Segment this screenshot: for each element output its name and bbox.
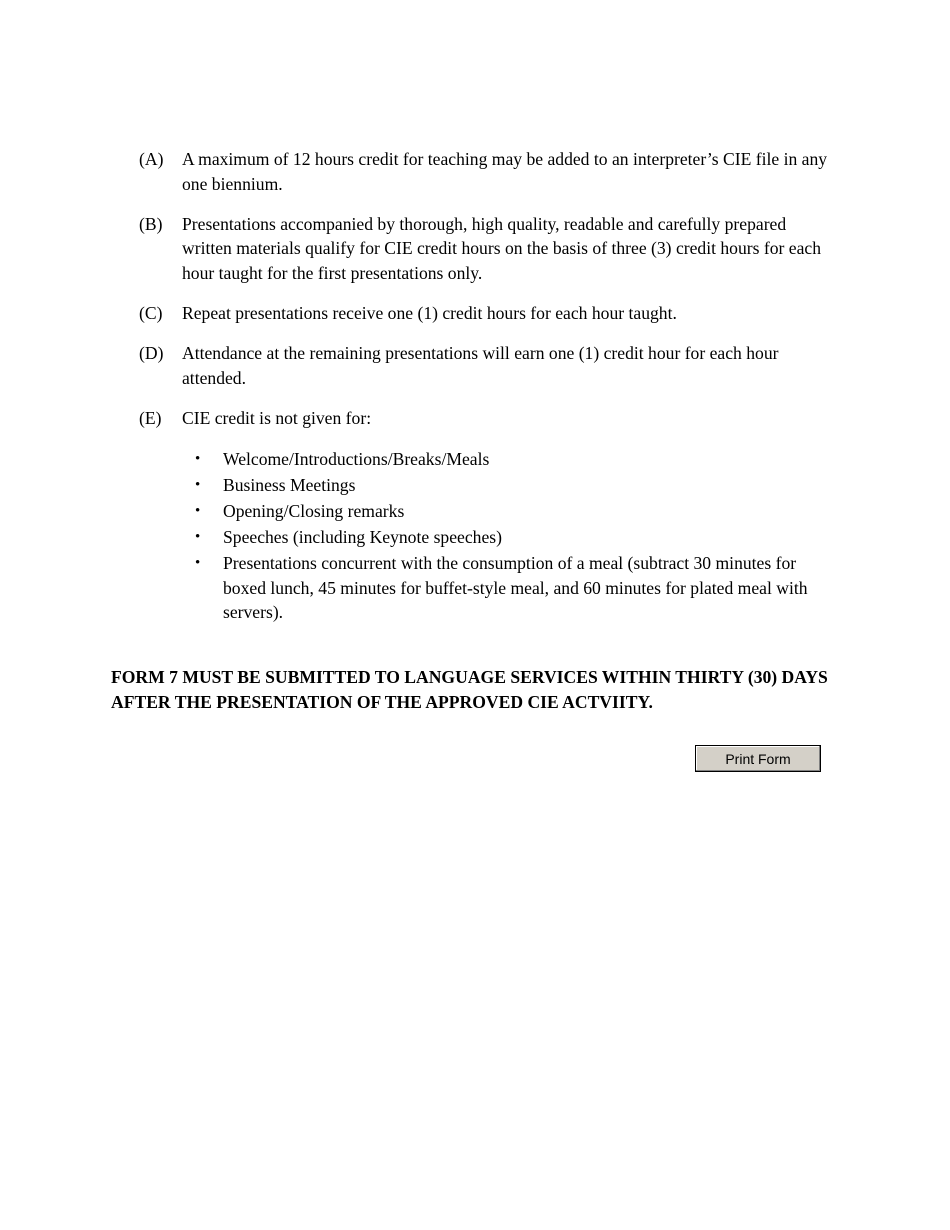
bullet-icon: • [195,554,201,571]
bullet-icon: • [195,476,201,493]
submission-notice: FORM 7 MUST BE SUBMITTED TO LANGUAGE SERVICES WITHIN THIRTY (30) DAYS AFTER THE PRESENTATION OF THE APPROVED CIE ACTVIITY. [111,667,828,712]
rule-label: (D) [139,343,164,364]
bullet-icon: • [195,451,201,467]
exclusions-list [195,447,835,626]
rule-text: CIE credit is not given for: [182,408,372,429]
list-item [195,473,835,498]
print-form-button[interactable]: Print Form [695,745,821,772]
rule-label: (A) [139,149,164,169]
rule-c [139,301,839,326]
rule-text: Presentations accompanied by thorough, high quality, readable and carefully prepared written materials qualify for CIE credit hours on the basis of three (3) credit hours for each hour taught for the first presentations only. [182,213,822,283]
exclusion-text: Business Meetings [223,474,356,495]
rule-text: Repeat presentations receive one (1) credit hours for each hour taught. [182,303,677,324]
rule-a [139,147,839,196]
rule-label: (E) [139,408,162,429]
rule-label: (B) [139,213,163,234]
list-item [195,525,835,550]
rule-text: A maximum of 12 hours credit for teaching may be added to an interpreter’s CIE file in any one biennium. [182,149,828,194]
rule-e [139,406,839,431]
rule-label: (C) [139,303,163,324]
exclusion-text: Welcome/Introductions/Breaks/Meals [223,449,490,469]
cie-rules-list [139,147,839,446]
bullet-icon: • [195,502,201,519]
rule-text: Attendance at the remaining presentations will earn one (1) credit hour for each hour attended. [182,343,779,388]
rule-b [139,212,839,286]
exclusion-text: Opening/Closing remarks [223,500,405,521]
bullet-icon: • [195,528,201,545]
list-item [195,447,835,472]
rule-d [139,341,839,390]
list-item [195,551,835,625]
list-item [195,499,835,524]
exclusion-text: Presentations concurrent with the consumption of a meal (subtract 30 minutes for boxed lunch, 45 minutes for buffet-style meal, and 60 minutes for plated meal with servers). [223,552,808,623]
exclusion-text: Speeches (including Keynote speeches) [223,526,502,547]
